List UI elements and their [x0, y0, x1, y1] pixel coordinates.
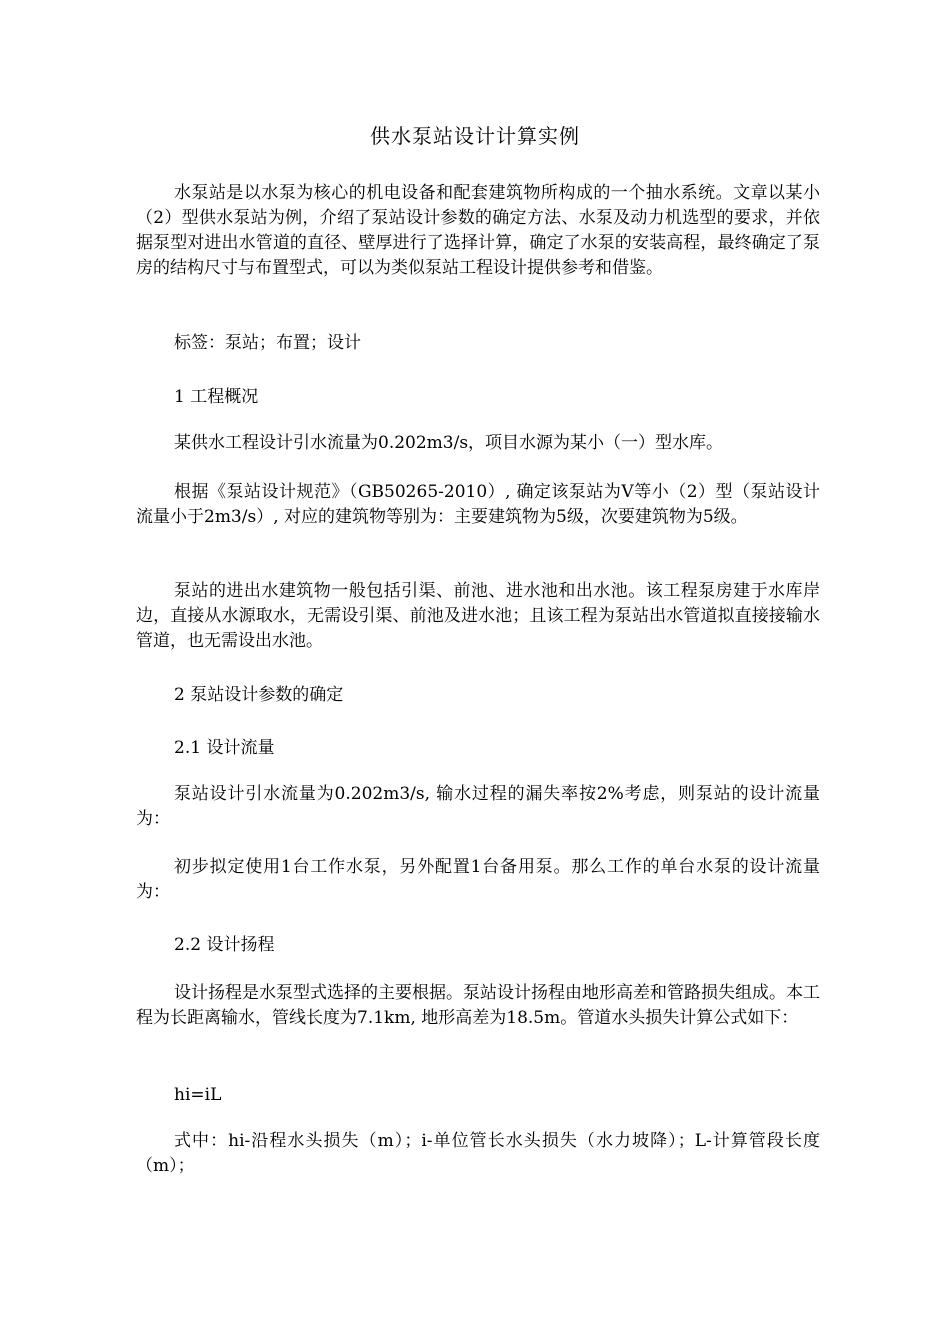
- paragraph-flow: 某供水工程设计引水流量为0.202m3/s，项目水源为某小（一）型水库。: [174, 433, 724, 453]
- paragraph-formula-notes: 式中：hi-沿程水头损失（m）；i-单位管长水头损失（水力坡降）；L-计算管段长度（m）；: [136, 1131, 820, 1176]
- abstract-paragraph: 水泵站是以水泵为核心的机电设备和配套建筑物所构成的一个抽水系统。文章以某小（2）型供水泵站为例，介绍了泵站设计参数的确定方法、水泵及动力机选型的要求，并依据泵型对进出水管道的直径、壁厚进行了选择计算，确定了水泵的安装高程，最终确定了泵房的结构尺寸与布置型式，可以为类似泵站工程设计提供参考和借鉴。: [136, 183, 820, 278]
- paragraph-standard: 根据《泵站设计规范》（GB50265-2010）, 确定该泵站为Ⅴ等小（2）型（泵站设计流量小于2m3/s）, 对应的建筑物等别为：主要建筑物为5级，次要建筑物为5级。: [136, 482, 820, 527]
- subsection-heading-2-2: 2.2 设计扬程: [174, 935, 275, 955]
- paragraph-design-flow: 泵站设计引水流量为0.202m3/s, 输水过程的漏失率按2%考虑，则泵站的设计流量为：: [136, 784, 820, 829]
- paragraph-structures: 泵站的进出水建筑物一般包括引渠、前池、进水池和出水池。该工程泵房建于水库岸边，直接从水源取水，无需设引渠、前池及进水池；且该工程为泵站出水管道拟直接接输水管道，也无需设出水池。: [136, 581, 820, 651]
- paragraph-design-head: 设计扬程是水泵型式选择的主要根据。泵站设计扬程由地形高差和管路损失组成。本工程为长距离输水，管线长度为7.1km, 地形高差为18.5m。管道水头损失计算公式如下：: [136, 983, 820, 1028]
- subsection-heading-2-1: 2.1 设计流量: [174, 738, 275, 758]
- tags-line: 标签：泵站；布置；设计: [174, 333, 361, 353]
- section-heading-1: 1 工程概况: [174, 387, 259, 407]
- document-title: 供水泵站设计计算实例: [370, 124, 580, 148]
- paragraph-pump-count: 初步拟定使用1台工作水泵，另外配置1台备用泵。那么工作的单台水泵的设计流量为：: [136, 857, 820, 902]
- formula-line: hi=iL: [174, 1085, 222, 1105]
- section-heading-2: 2 泵站设计参数的确定: [174, 685, 344, 705]
